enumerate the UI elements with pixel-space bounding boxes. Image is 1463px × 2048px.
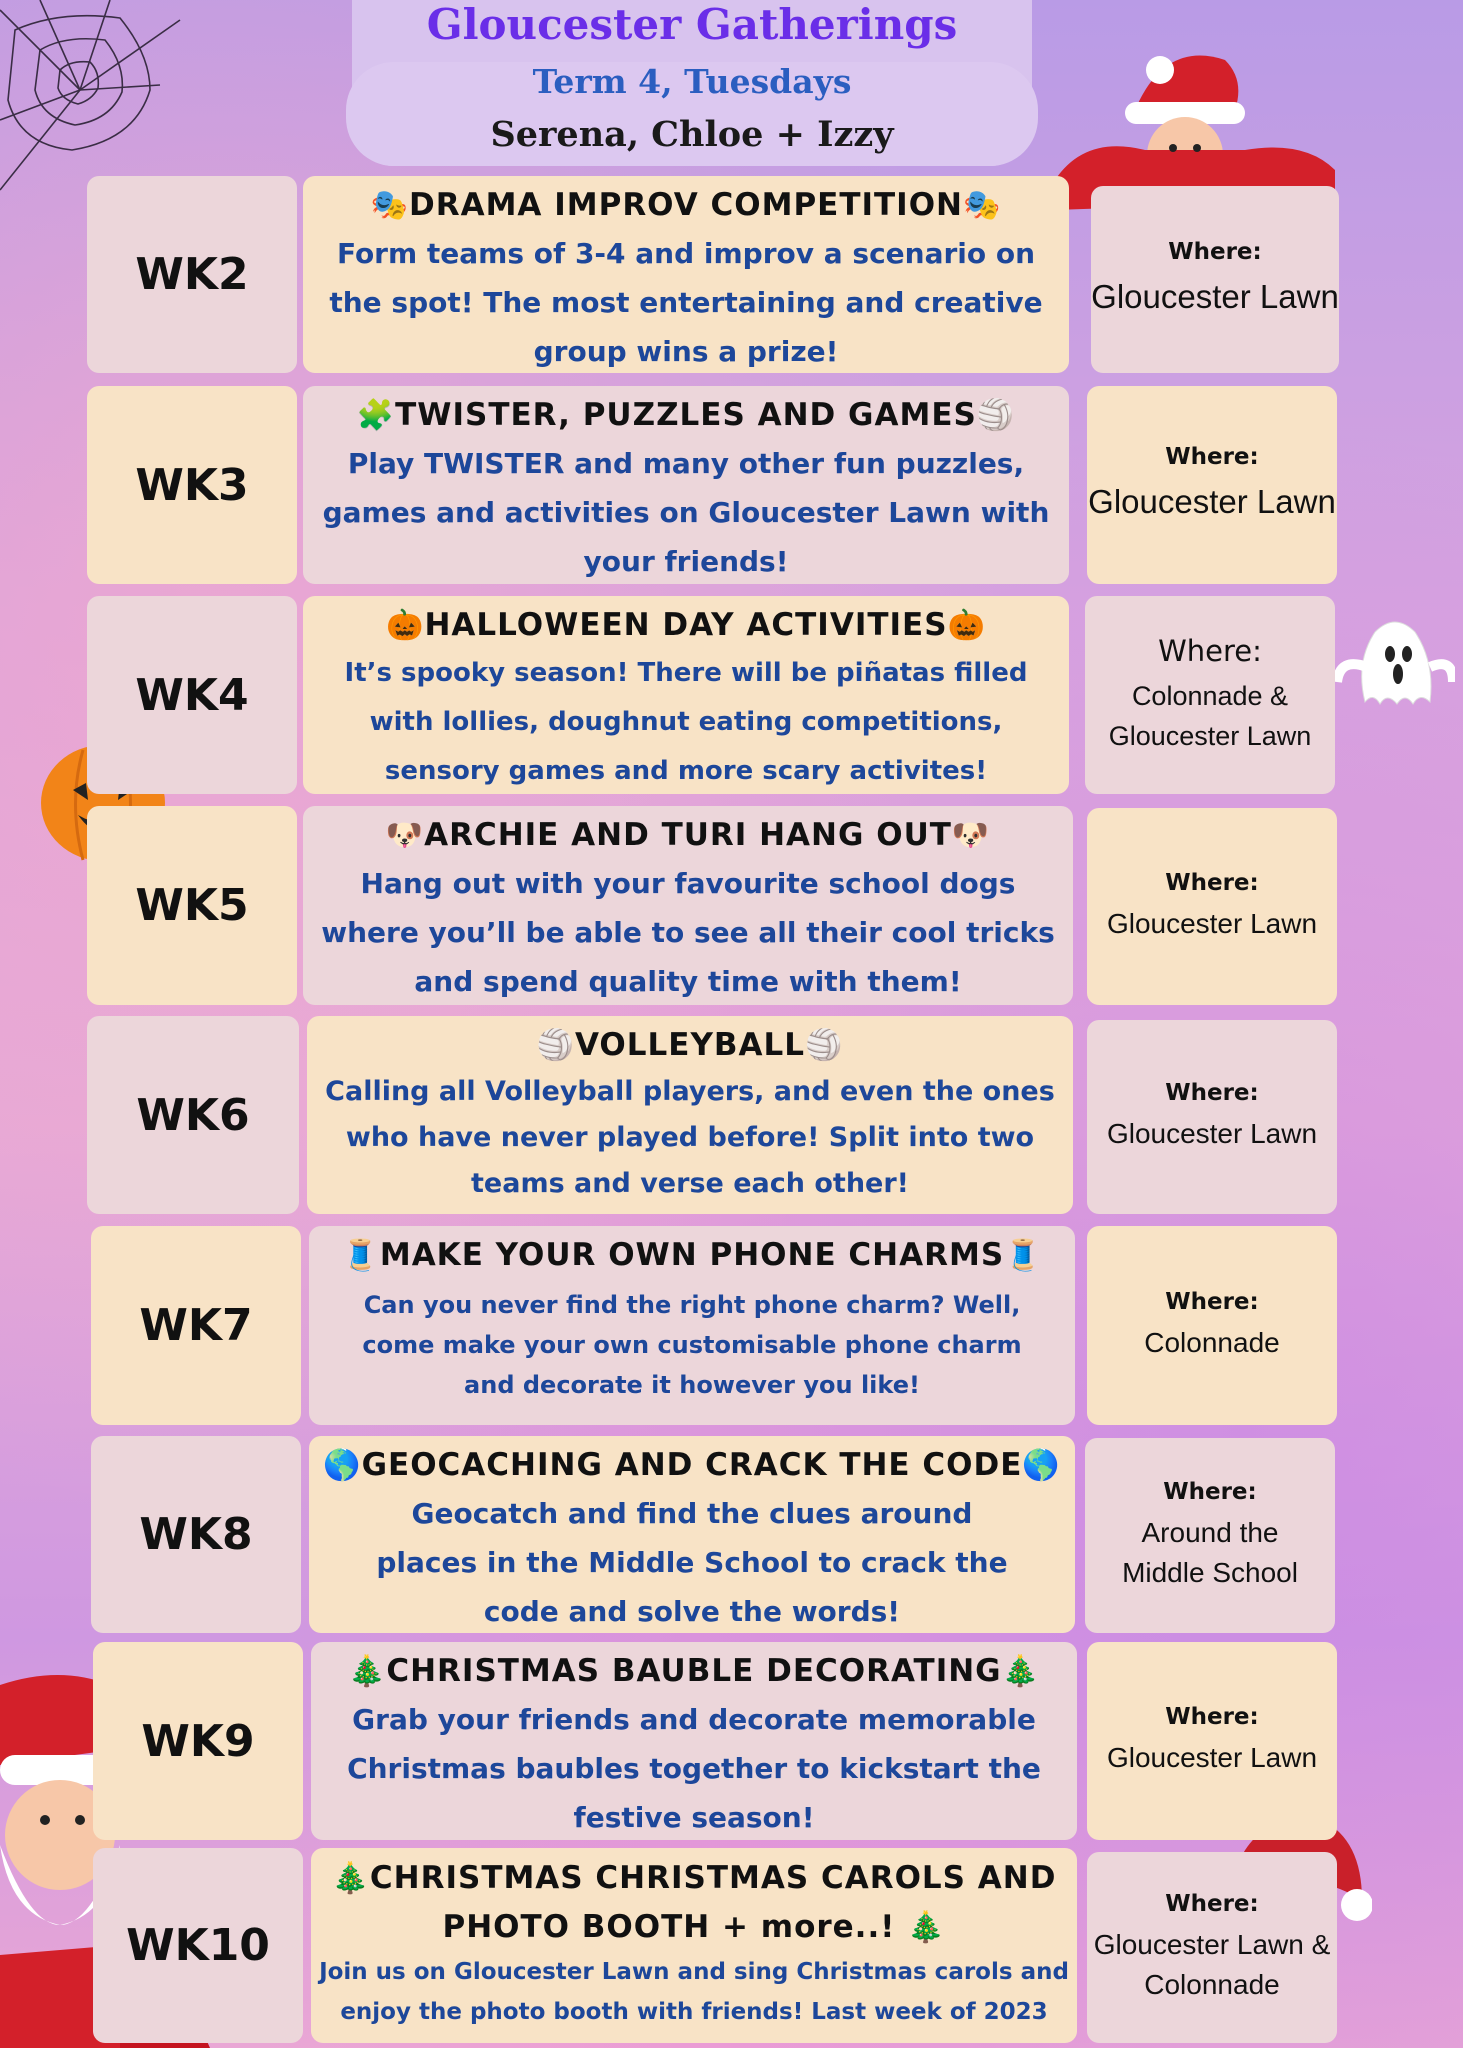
thread-spool-icon: 🧵 xyxy=(1004,1238,1043,1273)
schedule-row xyxy=(0,1848,1463,2048)
dog-icon: 🐶 xyxy=(385,818,425,853)
activity-description: Form teams of 3-4 and improv a scenario on the spot! The most entertaining and creative group wins a prize! xyxy=(329,237,1043,368)
christmas-tree-icon: 🎄 xyxy=(907,1910,946,1945)
location: Colonnade xyxy=(1144,1326,1280,1358)
week-label: WK8 xyxy=(91,1436,301,1633)
where-label: Where: xyxy=(1158,634,1262,668)
dog-icon: 🐶 xyxy=(951,818,991,853)
activity-box xyxy=(303,596,1069,794)
schedule-row xyxy=(0,1016,1463,1216)
location: Colonnade & Gloucester Lawn xyxy=(1108,681,1312,751)
activity-title: 🎃HALLOWEEN DAY ACTIVITIES🎃 xyxy=(386,607,986,643)
schedule-row xyxy=(0,1642,1463,1842)
location-box xyxy=(1085,596,1335,794)
activity-title-line-2: PHOTO BOOTH + more..! 🎄 xyxy=(442,1909,946,1945)
location-box xyxy=(1087,386,1337,584)
activity-box xyxy=(309,1226,1075,1425)
where-label: Where: xyxy=(1165,1890,1259,1917)
activity-description: Can you never find the right phone charm? Well, come make your own customisable phone charm and decorate it however you like! xyxy=(362,1291,1022,1399)
schedule-row xyxy=(0,1226,1463,1426)
activity-title: 🎄CHRISTMAS CHRISTMAS CAROLS AND xyxy=(331,1860,1057,1896)
volleyball-icon: 🏐 xyxy=(805,1028,844,1063)
location: Gloucester Lawn xyxy=(1106,1118,1318,1149)
puzzle-icon: 🧩 xyxy=(356,398,396,433)
location: Around the Middle School xyxy=(1122,1516,1298,1588)
week-label: WK6 xyxy=(87,1016,299,1214)
location: Gloucester Lawn xyxy=(1106,1742,1318,1773)
week-label: WK4 xyxy=(87,596,297,794)
page-title: Gloucester Gatherings xyxy=(426,0,958,49)
location-box xyxy=(1087,1852,1337,2043)
activity-description: Join us on Gloucester Lawn and sing Christmas carols and enjoy the photo booth with friends! Last week of 2023 xyxy=(319,1959,1069,2025)
location-box xyxy=(1087,1642,1337,1840)
activity-title: 🐶ARCHIE AND TURI HANG OUT🐶 xyxy=(385,817,991,853)
christmas-tree-icon: 🎄 xyxy=(331,1861,370,1896)
location-box xyxy=(1085,1438,1335,1633)
christmas-tree-icon: 🎄 xyxy=(348,1654,387,1689)
header xyxy=(352,0,1032,166)
globe-icon: 🌎 xyxy=(1022,1448,1061,1483)
week-label: WK3 xyxy=(87,386,297,584)
pumpkin-emoji-icon: 🎃 xyxy=(386,608,425,643)
activity-title: 🧵MAKE YOUR OWN PHONE CHARMS🧵 xyxy=(341,1237,1043,1273)
activity-box xyxy=(303,176,1069,373)
drama-masks-icon: 🎭 xyxy=(963,188,1002,223)
activity-box xyxy=(309,1436,1075,1633)
activity-box xyxy=(303,806,1073,1005)
where-label: Where: xyxy=(1165,1288,1259,1315)
activity-box xyxy=(311,1848,1077,2043)
schedule-row xyxy=(0,386,1463,586)
schedule-row xyxy=(0,1436,1463,1636)
hosts: Serena, Chloe + Izzy xyxy=(490,114,894,155)
location-box xyxy=(1087,1020,1337,1214)
thread-spool-icon: 🧵 xyxy=(341,1238,380,1273)
location: Gloucester Lawn & Colonnade xyxy=(1093,1928,1331,2000)
location-box xyxy=(1087,1226,1337,1425)
week-label: WK2 xyxy=(87,176,297,373)
week-label: WK10 xyxy=(93,1848,303,2043)
activity-description: Grab your friends and decorate memorable Christmas baubles together to kickstart the festive season! xyxy=(347,1703,1041,1834)
activity-description: Play TWISTER and many other fun puzzles, games and activities on Gloucester Lawn with your friends! xyxy=(322,447,1050,578)
page-subtitle: Term 4, Tuesdays xyxy=(532,62,852,101)
activity-title: 🎭DRAMA IMPROV COMPETITION🎭 xyxy=(370,187,1002,223)
volleyball-icon: 🏐 xyxy=(536,1028,575,1063)
location: Gloucester Lawn xyxy=(1088,483,1336,520)
location-box xyxy=(1091,186,1339,373)
where-label: Where: xyxy=(1165,1080,1259,1106)
activity-description: Hang out with your favourite school dogs where you’ll be able to see all their cool tricks and spend quality time with them! xyxy=(321,867,1055,998)
schedule-row xyxy=(0,176,1463,376)
globe-icon: 🌎 xyxy=(323,1448,362,1483)
activity-description: It’s spooky season! There will be piñatas filled with lollies, doughnut eating competitions, sensory games and more scary activites! xyxy=(344,658,1028,786)
week-label: WK5 xyxy=(87,806,297,1005)
activity-box xyxy=(303,386,1069,584)
christmas-tree-icon: 🎄 xyxy=(1001,1654,1040,1689)
week-label: WK9 xyxy=(93,1642,303,1840)
pumpkin-emoji-icon: 🎃 xyxy=(947,608,986,643)
activity-box xyxy=(307,1016,1073,1214)
schedule-row xyxy=(0,806,1463,1006)
where-label: Where: xyxy=(1168,238,1262,265)
activity-title: 🏐VOLLEYBALL🏐 xyxy=(536,1027,844,1063)
location-box xyxy=(1087,808,1337,1005)
where-label: Where: xyxy=(1163,1478,1257,1505)
where-label: Where: xyxy=(1165,1704,1259,1730)
week-label: WK7 xyxy=(91,1226,301,1425)
where-label: Where: xyxy=(1165,869,1259,896)
activity-box xyxy=(311,1642,1077,1840)
activity-title: 🎄CHRISTMAS BAUBLE DECORATING🎄 xyxy=(348,1653,1040,1689)
where-label: Where: xyxy=(1165,444,1259,470)
location: Gloucester Lawn xyxy=(1091,277,1339,315)
activity-description: Geocatch and find the clues around places in the Middle School to crack the code and solve the words! xyxy=(376,1497,1008,1628)
activity-title: 🧩TWISTER, PUZZLES AND GAMES🏐 xyxy=(356,397,1016,433)
schedule-row xyxy=(0,596,1463,796)
drama-masks-icon: 🎭 xyxy=(370,188,409,223)
activity-title: 🌎GEOCACHING AND CRACK THE CODE🌎 xyxy=(323,1447,1061,1483)
location: Gloucester Lawn xyxy=(1106,907,1318,939)
volleyball-icon: 🏐 xyxy=(976,398,1016,433)
activity-description: Calling all Volleyball players, and even the ones who have never played before! Split into two teams and verse each other! xyxy=(325,1076,1055,1199)
spider-web-icon xyxy=(0,0,200,200)
